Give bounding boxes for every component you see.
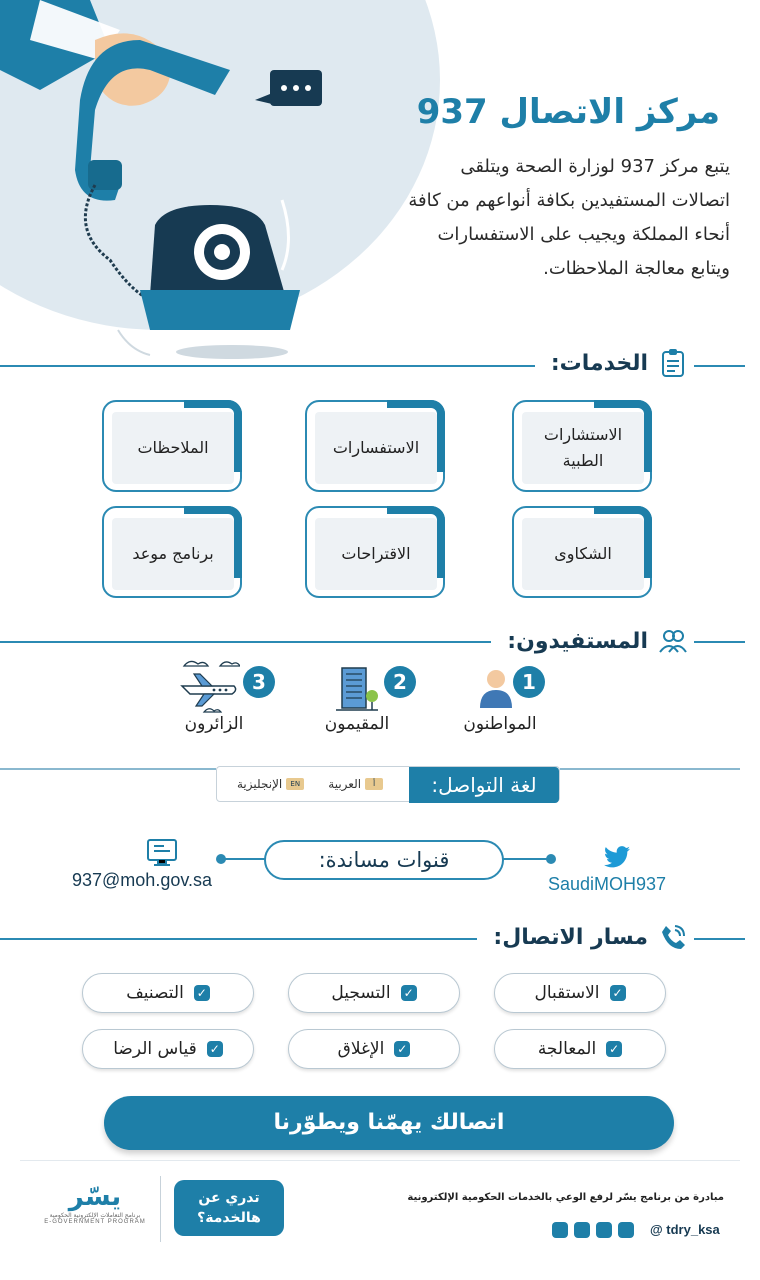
tdry-logo [174, 1180, 284, 1236]
call-step-satisfaction [82, 1029, 254, 1069]
beneficiary-label: المقيمون [324, 714, 390, 734]
call-step-processing [494, 1029, 666, 1069]
service-card-complaints[interactable] [512, 506, 652, 598]
check-icon: ✓ [401, 985, 417, 1001]
call-step-label: التصنيف [126, 983, 184, 1003]
language-option-label: العربية [328, 777, 362, 791]
beneficiary-label: الزائرون [184, 714, 244, 734]
language-option-arabic [328, 777, 383, 791]
phone-call-icon [658, 922, 688, 952]
language-option-english [237, 777, 304, 791]
english-lang-icon: EN [286, 778, 304, 790]
call-step-label: الإغلاق [337, 1039, 385, 1059]
support-channels-title: قنوات مساندة: [264, 840, 504, 880]
hero-description: يتبع مركز 937 لوزارة الصحة ويتلقى اتصالات المستفيدين بكافة أنواعهم من كافة أنحاء المملكة ويجيب على الاستفسارات ويتابع معالجة الملاحظات. [408, 156, 730, 279]
youtube-icon[interactable] [574, 1222, 590, 1238]
check-icon: ✓ [194, 985, 210, 1001]
email-link[interactable]: 937@moh.gov.sa [72, 870, 213, 890]
language-options [237, 777, 383, 791]
services-title: الخدمات: [541, 351, 658, 376]
check-icon: ✓ [207, 1041, 223, 1057]
twitter-icon [604, 846, 630, 868]
service-card-inquiries[interactable] [305, 400, 445, 492]
service-label: برنامج موعد [112, 518, 234, 590]
beneficiaries-title: المستفيدون: [497, 629, 658, 654]
connector-dot-left [216, 854, 226, 864]
call-path-header [477, 922, 694, 952]
check-icon: ✓ [606, 1041, 622, 1057]
service-label: الملاحظات [112, 412, 234, 484]
language-divider-right [560, 768, 740, 770]
yesser-logo [40, 1182, 150, 1225]
language-title: لغة التواصل: [409, 767, 559, 803]
footer-handle[interactable]: @ tdry_ksa [650, 1222, 720, 1237]
twitter-icon[interactable] [618, 1222, 634, 1238]
tdry-logo-text: تدري عن هالخدمة؟ [197, 1190, 261, 1226]
beneficiary-number: 1 [513, 666, 545, 698]
telegram-icon[interactable] [552, 1222, 568, 1238]
citizen-icon [478, 666, 514, 710]
yesser-logo-mark: يسّر [68, 1182, 122, 1212]
call-step-registration [288, 973, 460, 1013]
language-divider-left [0, 768, 216, 770]
building-icon [334, 664, 380, 714]
slogan-banner: اتصالك يهمّنا ويطوّرنا [104, 1096, 674, 1150]
service-label: الاقتراحات [315, 518, 437, 590]
footer-vertical-divider [160, 1176, 161, 1242]
services-header [535, 348, 694, 378]
service-label: الاستفسارات [315, 412, 437, 484]
call-step-label: قياس الرضا [113, 1039, 197, 1059]
check-icon: ✓ [610, 985, 626, 1001]
call-step-label: التسجيل [331, 983, 391, 1003]
airplane-icon [176, 656, 240, 716]
call-step-label: الاستقبال [534, 983, 600, 1003]
language-option-label: الإنجليزية [237, 777, 283, 791]
service-card-suggestions[interactable] [305, 506, 445, 598]
service-card-medical-consult[interactable] [512, 400, 652, 492]
call-path-title: مسار الاتصال: [483, 925, 658, 950]
yesser-subtitle: برنامج التعاملات الإلكترونية الحكومية [49, 1212, 141, 1219]
computer-icon [146, 838, 178, 868]
call-step-label: المعالجة [537, 1039, 597, 1059]
beneficiaries-header [491, 626, 694, 656]
social-icons [552, 1222, 634, 1238]
phone-illustration [0, 0, 340, 370]
beneficiary-number: 2 [384, 666, 416, 698]
initiative-text: مبادرة من برنامج يسّر لرفع الوعي بالخدمات الحكومية الإلكترونية [407, 1192, 724, 1203]
people-icon [658, 626, 688, 656]
call-step-classification [82, 973, 254, 1013]
beneficiary-label: المواطنون [463, 714, 537, 734]
service-card-notes[interactable] [102, 400, 242, 492]
checklist-icon [658, 348, 688, 378]
service-card-mawid[interactable] [102, 506, 242, 598]
call-step-reception [494, 973, 666, 1013]
service-label: الشكاوى [522, 518, 644, 590]
page-title: مركز الاتصال 937 [416, 92, 720, 132]
arabic-lang-icon: أ [365, 778, 383, 790]
language-box [216, 766, 560, 802]
beneficiary-number: 3 [243, 666, 275, 698]
connector-dot-right [546, 854, 556, 864]
service-label: الاستشارات الطبية [522, 412, 644, 484]
call-step-closing [288, 1029, 460, 1069]
yesser-english: E-GOVERNMENT PROGRAM [44, 1219, 146, 1225]
footer-divider [20, 1160, 740, 1161]
instagram-icon[interactable] [596, 1222, 612, 1238]
twitter-handle-link[interactable]: SaudiMOH937 [548, 874, 667, 894]
check-icon: ✓ [394, 1041, 410, 1057]
